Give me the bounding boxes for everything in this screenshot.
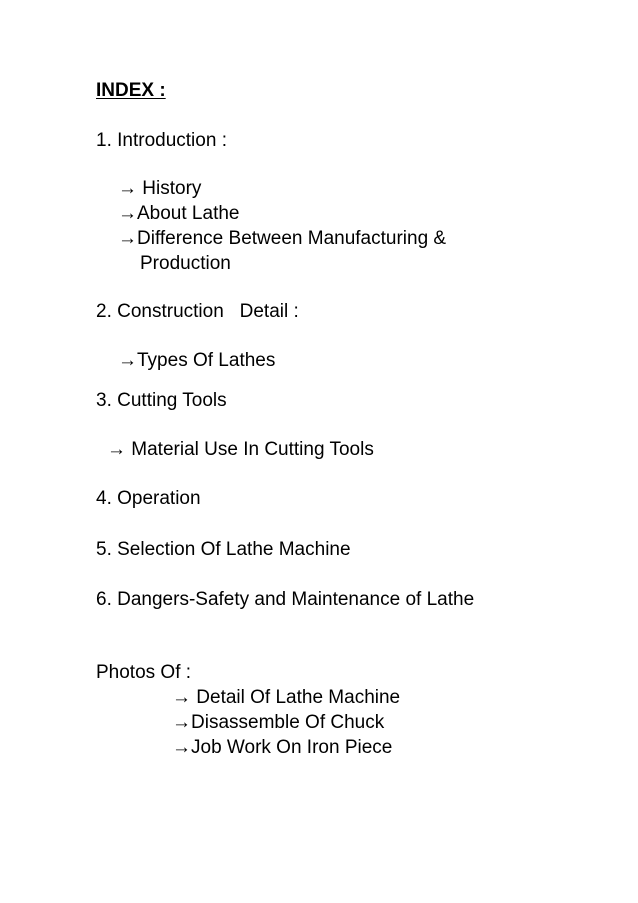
section-heading-operation: 4. Operation	[96, 488, 201, 509]
photo-item-disassemble-chuck: →Disassemble Of Chuck	[172, 712, 385, 733]
section-heading-introduction: 1. Introduction :	[96, 130, 227, 151]
index-item-types-of-lathes: →Types Of Lathes	[118, 350, 276, 371]
photos-heading: Photos Of :	[96, 662, 192, 683]
photo-item-job-work: →Job Work On Iron Piece	[172, 737, 393, 758]
index-item-difference: →Difference Between Manufacturing &	[118, 228, 447, 249]
photo-item-detail-lathe: → Detail Of Lathe Machine	[172, 687, 401, 708]
section-heading-selection: 5. Selection Of Lathe Machine	[96, 539, 351, 560]
section-heading-construction: 2. Construction Detail :	[96, 301, 299, 322]
index-item-difference-continued: Production	[140, 253, 231, 274]
section-heading-cutting-tools: 3. Cutting Tools	[96, 390, 227, 411]
section-heading-dangers: 6. Dangers-Safety and Maintenance of Lathe	[96, 589, 475, 610]
index-item-history: → History	[118, 178, 202, 199]
index-item-material-use: → Material Use In Cutting Tools	[107, 439, 374, 460]
index-item-about-lathe: →About Lathe	[118, 203, 240, 224]
index-title: INDEX :	[96, 80, 166, 101]
